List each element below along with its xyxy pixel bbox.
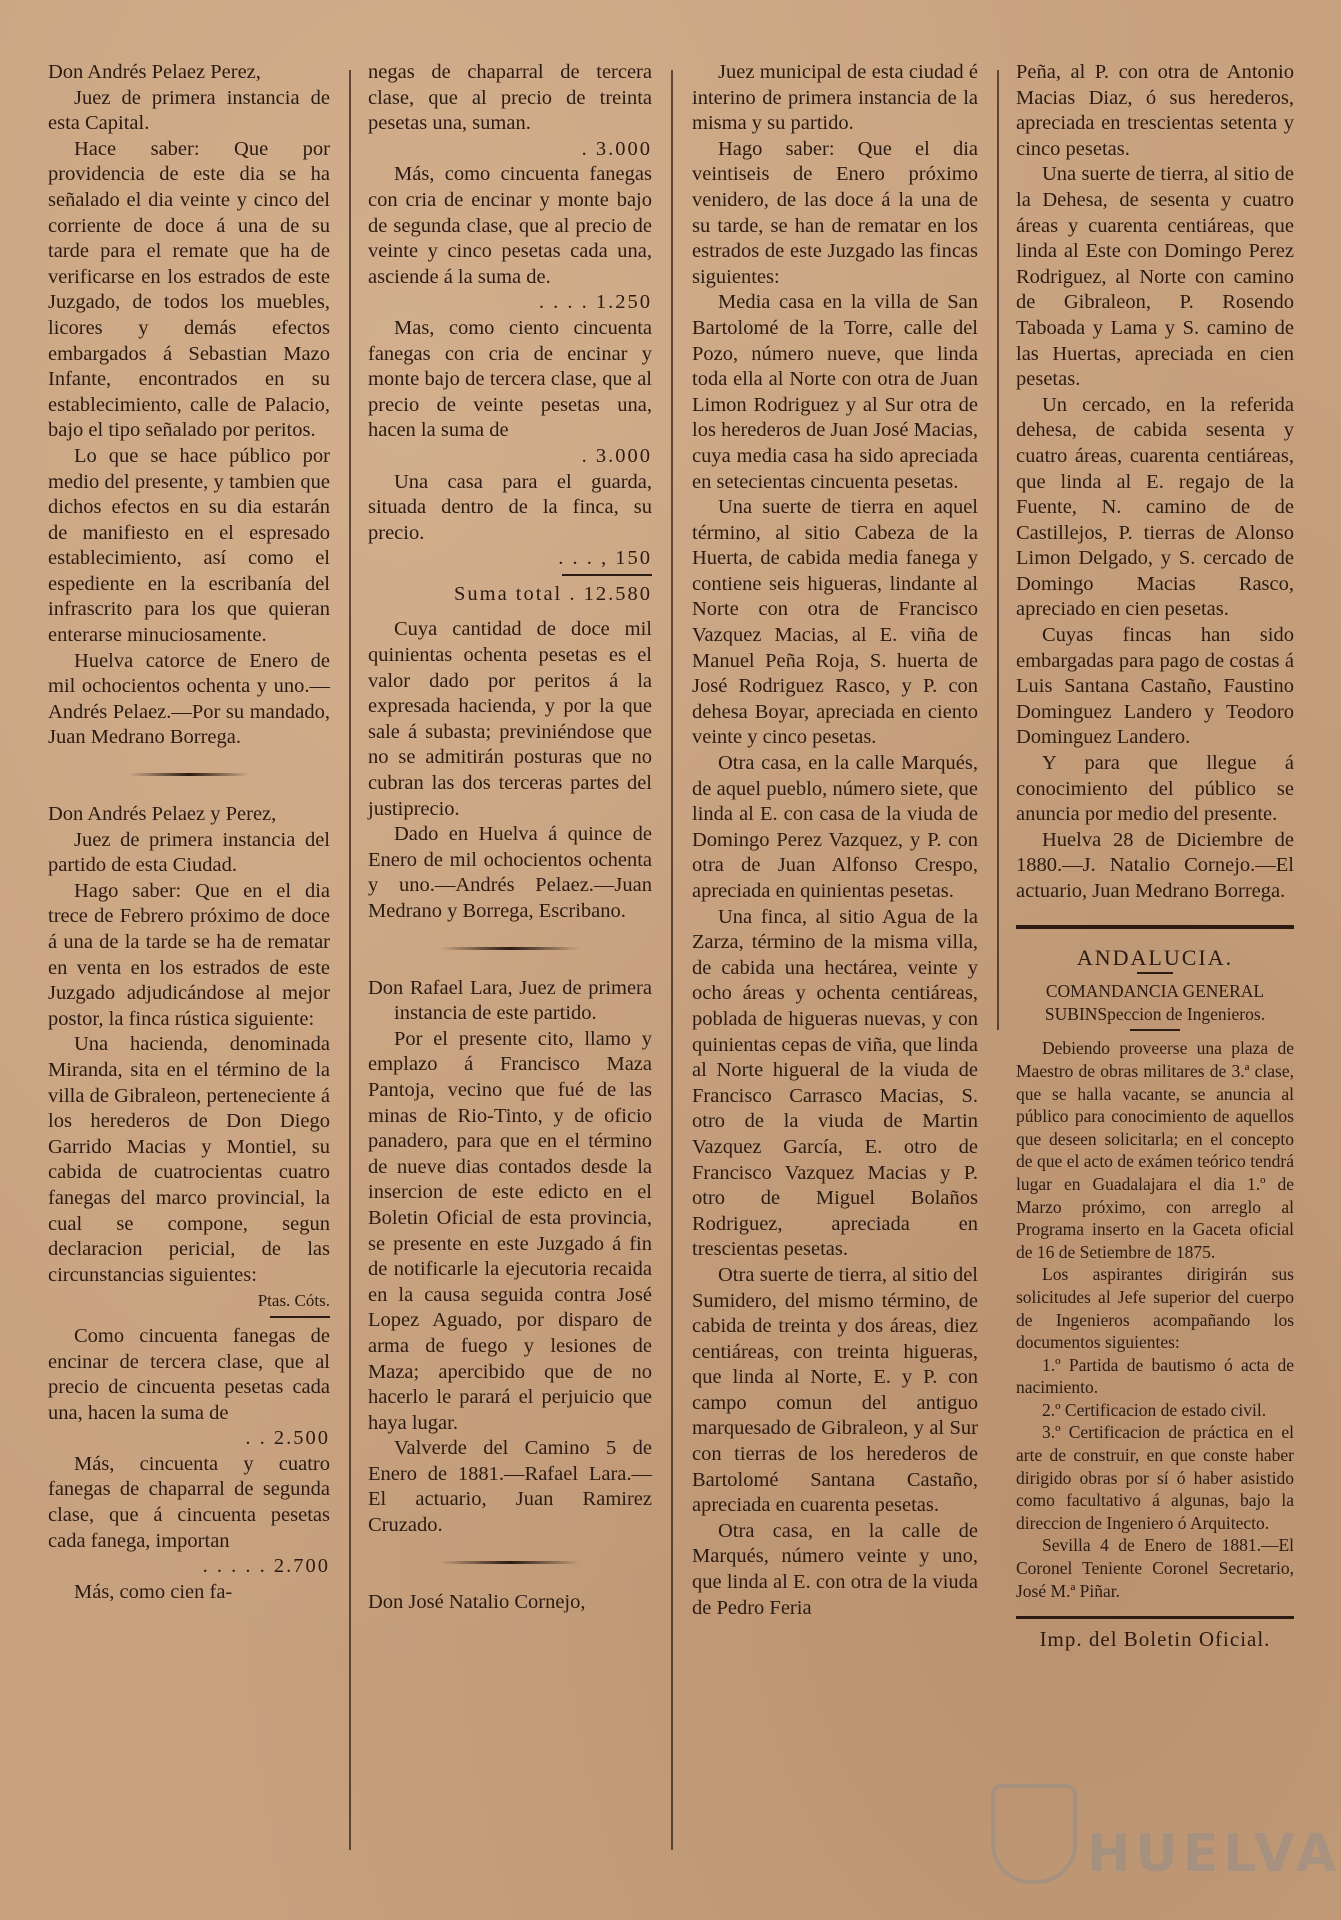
short-rule xyxy=(562,574,652,576)
column-2 xyxy=(368,60,652,1615)
notice-paragraph: Una suerte de tierra, al sitio de la Dehesa, de sesenta y cuatro áreas y cuarenta centiáreas, que linda al Este con Domingo Perez Rodriguez, al Norte con camino de Gibraleon, P. Rosendo Taboada y Lama y S. camino de las Huertas, apreciada en cien pesetas. xyxy=(1016,163,1294,391)
item-text: Más, cincuenta y cuatro fanegas de chaparral de segunda clase, que á cincuenta pesetas cada fanega, importan xyxy=(48,1452,330,1552)
sum-total: Suma total . 12.580 xyxy=(453,582,652,605)
notice-signature: Valverde del Camino 5 de Enero de 1881.—Rafael Lara.—El actuario, Juan Ramirez Cruzado. xyxy=(368,1437,652,1537)
item-text: negas de chaparral de tercera clase, que al precio de treinta pesetas una, suman. xyxy=(368,61,652,135)
notice-paragraph: Hago saber: Que en el dia trece de Febrero próximo de doce á una de la tarde se ha de rematar en venta en los estrados de este Juzgado adjudicándose al mejor postor, la finca rústica siguiente: xyxy=(48,879,330,1030)
item-amount: . . . , 150 xyxy=(558,547,652,570)
notice-subheading: Juez de primera instancia de esta Capital. xyxy=(48,86,330,135)
notice-signature: Sevilla 4 de Enero de 1881.—El Coronel Teniente Coronel Secretario, José M.ª Piñar. xyxy=(1016,1535,1294,1601)
section-subtitle: COMANDANCIA GENERAL SUBINSpeccion de Ingenieros. xyxy=(1044,981,1266,1024)
item-text: Una casa para el guarda, situada dentro de la finca, su precio. xyxy=(368,470,652,544)
notice-paragraph: Los aspirantes dirigirán sus solicitudes al Jefe superior del cuerpo de Ingenieros acompañando los documentos siguientes: xyxy=(1016,1264,1294,1353)
printer-imprint: Imp. del Boletin Oficial. xyxy=(1039,1627,1271,1652)
watermark-line-2: HUELVA xyxy=(1087,1824,1341,1884)
notice-paragraph: Hace saber: Que por providencia de este dia se ha señalado el dia veinte y cinco del corriente de doce á una de su tarde para el remate que ha de verificarse en los estrados de este Juzgado, de todos los muebles, licores y demás efectos embargados á Sebastian Mazo Infante, encontrados en su establecimiento, calle de Palacio, bajo el tipo señalado por peritos. xyxy=(48,137,330,442)
item-amount: . 3.000 xyxy=(581,137,652,160)
item-amount: . . . . . 2.700 xyxy=(202,1555,330,1578)
list-item: 1.º Partida de bautismo ó acta de nacimiento. xyxy=(1016,1354,1294,1398)
notice-paragraph: Y para que llegue á conocimiento del público se anuncia por medio del presente. xyxy=(1016,752,1294,826)
ornament-divider xyxy=(129,773,249,776)
thick-divider xyxy=(1016,1616,1294,1619)
column-rule xyxy=(671,70,673,1850)
notice-paragraph: Hago saber: Que el dia veintiseis de Enero próximo venidero, de las doce á la una de su tarde, se han de rematar en los estrados de este Juzgado las fincas siguientes: xyxy=(692,137,978,288)
column-4 xyxy=(1016,60,1294,1653)
notice-paragraph: Lo que se hace público por medio del presente, y tambien que dichos efectos en su dia estarán de manifiesto en el espresado establecimiento, así como el espediente en la escribanía del infrascrito para los que quieran enterarse minuciosamente. xyxy=(48,444,330,647)
item-amount: . . 2.500 xyxy=(245,1427,330,1450)
notice-heading: Don Rafael Lara, Juez de primera instancia de este partido. xyxy=(368,976,652,1025)
notice-paragraph: Una hacienda, denominada Miranda, sita en el término de la villa de Gibraleon, perteneciente á los herederos de Don Diego Garrido Macias y Montiel, su cabida de cuatrocientas cuatro fanegas del marco provincial, la cual se compone, segun declaracion pericial, de las circunstancias siguientes: xyxy=(48,1033,330,1286)
notice-paragraph: Otra casa, en la calle Marqués, de aquel pueblo, número siete, que linda al E. con casa de la viuda de Domingo Perez Vazquez, y P. con otra de Juan Alfonso Crespo, apreciada en quinientas pesetas. xyxy=(692,752,978,902)
short-rule xyxy=(1137,972,1173,974)
item-amount: . 3.000 xyxy=(581,444,652,467)
notice-heading: Don José Natalio Cornejo, xyxy=(368,1590,586,1613)
short-rule xyxy=(270,1316,330,1318)
currency-header: Ptas. Cóts. xyxy=(257,1291,330,1311)
seal-icon xyxy=(991,1784,1077,1884)
notice-paragraph: Cuya cantidad de doce mil quinientas ochenta pesetas es el valor dado por peritos á la expresada hacienda, y por la que sale á subasta; previniéndose que no se admitirán posturas que no cubran las dos terceras partes del justiprecio. xyxy=(368,618,652,820)
short-rule xyxy=(1130,1029,1180,1031)
notice-heading: Don Andrés Pelaez Perez, xyxy=(48,61,261,83)
notice-paragraph: Otra suerte de tierra, al sitio del Sumidero, del mismo término, de cabida de treinta y dos áreas, diez centiáreas, con treinta higueras, que linda al Norte, E. y P. con campo comun del antiguo marquesado de Gibraleon, y al Sur con tierras de los herederos de Bartolomé Santana Castaño, apreciada en cuarenta pesetas. xyxy=(692,1263,978,1517)
notice-paragraph: Debiendo proveerse una plaza de Maestro de obras militares de 3.ª clase, que se halla vacante, se anuncia al público para conocimiento de aquellos que deseen solicitarla; en el concepto de que el acto de exámen teórico tendrá lugar en Guadalajara el dia 1.º de Marzo próximo, con arreglo al Programa inserto en la Gaceta oficial de 16 de Setiembre de 1875. xyxy=(1016,1038,1294,1262)
notice-paragraph: Peña, al P. con otra de Antonio Macias Diaz, ó sus herederos, apreciada en trescientas setenta y cinco pesetas. xyxy=(1016,61,1294,160)
ornament-divider xyxy=(440,947,580,950)
notice-heading: Don Andrés Pelaez y Perez, xyxy=(48,803,277,826)
column-rule xyxy=(997,70,999,1030)
notice-paragraph: Cuyas fincas han sido embargadas para pago de costas á Luis Santana Castaño, Faustino Dominguez Landero y Teodoro Dominguez Landero. xyxy=(1016,624,1294,749)
notice-paragraph: Una finca, al sitio Agua de la Zarza, término de la misma villa, de cabida una hectárea, veinte y ocho áreas y ochenta centiáreas, poblada de higueras nuevas, y con quinientas cepas de viña, que linda al Norte higueral de la viuda de Francisco Carrasco Macias, S. otro de la viuda de Martin Vazquez García, E. otro de Francisco Vazquez Macias y P. otro de Miguel Bolaños Rodriguez, apreciada en trescientas pesetas. xyxy=(692,905,978,1261)
notice-subheading: Juez municipal de esta ciudad é interino de primera instancia de la misma y su partido. xyxy=(692,61,978,135)
notice-signature: Huelva catorce de Enero de mil ochocientos ochenta y uno.—Andrés Pelaez.—Por su mandado, Juan Medrano Borrega. xyxy=(48,649,330,749)
item-text: Más, como cien fa- xyxy=(74,1580,233,1603)
column-3 xyxy=(692,60,978,1621)
notice-signature: Huelva 28 de Diciembre de 1880.—J. Natalio Cornejo.—El actuario, Juan Medrano Borrega. xyxy=(1016,828,1294,902)
ornament-divider xyxy=(440,1561,580,1564)
notice-paragraph: Por el presente cito, llamo y emplazo á Francisco Maza Pantoja, vecino que fué de las minas de Rio-Tinto, y de oficio panadero, para que en el término de nueve dias contados desde la insercion de este edicto en el Boletin Oficial de esta provincia, se presente en este Juzgado á fin de notificarle la ejecutoria recaida en la causa seguida contra José Lopez Aguado, por disparo de arma de fuego y lesiones de Maza; apercibido que de no hacerlo le parará el perjuicio que haya lugar. xyxy=(368,1027,652,1434)
item-text: Mas, como ciento cincuenta fanegas con cria de encinar y monte bajo de tercera clase, que al precio de veinte pesetas una, hacen la suma de xyxy=(368,316,652,442)
notice-signature: Dado en Huelva á quince de Enero de mil ochocientos ochenta y uno.—Andrés Pelaez.—Juan Medrano y Borrega, Escribano. xyxy=(368,823,652,922)
section-title: ANDALUCIA. xyxy=(1076,944,1234,970)
list-item: 2.º Certificacion de estado civil. xyxy=(1042,1399,1267,1420)
item-text: Más, como cincuenta fanegas con cria de encinar y monte bajo de segunda clase, que al precio de veinte y cinco pesetas cada una, asciende á la suma de. xyxy=(368,163,652,288)
column-rule xyxy=(349,70,351,1850)
notice-paragraph: Una suerte de tierra en aquel término, al sitio Cabeza de la Huerta, de cabida media fanega y contiene seis higueras, lindante al Norte con otra de Francisco Vazquez Macias, al E. viña de Manuel Peña Roja, S. huerta de José Rodriguez Rasco, y P. con dehesa Boyar, apreciada en ciento veinte y cinco pesetas. xyxy=(692,496,978,749)
notice-paragraph: Otra casa, en la calle de Marqués, número veinte y uno, que linda al E. con otra de la viuda de Pedro Feria xyxy=(692,1519,978,1619)
notice-paragraph: Un cercado, en la referida dehesa, de cabida sesenta y cuatro áreas, cuarenta centiáreas, que linda al E. regajo de la Fuente, N. camino de de Castillejos, P. tierras de Alonso Limon Delgado, y S. cercado de Domingo Macias Rasco, apreciado en cien pesetas. xyxy=(1016,393,1294,621)
thick-divider xyxy=(1016,925,1294,929)
list-item: 3.º Certificacion de práctica en el arte de construir, en que conste haber dirigido obras por sí ó haber asistido como facultativo á algunas, bajo la direccion de Ingeniero ó Arquitecto. xyxy=(1016,1422,1294,1533)
notice-paragraph: Media casa en la villa de San Bartolomé de la Torre, calle del Pozo, número nueve, que linda toda ella al Norte con otra de Juan Limon Rodriguez y al Sur otra de los herederos de Juan José Macias, cuya media casa ha sido apreciada en setecientas cincuenta pesetas. xyxy=(692,291,978,493)
item-text: Como cincuenta fanegas de encinar de tercera clase, que al precio de cincuenta pesetas cada una, hacen la suma de xyxy=(48,1324,330,1424)
notice-subheading: Juez de primera instancia del partido de esta Ciudad. xyxy=(48,828,330,877)
item-amount: . . . . 1.250 xyxy=(538,291,652,314)
archive-watermark xyxy=(991,1784,1341,1884)
column-1 xyxy=(48,60,330,1605)
